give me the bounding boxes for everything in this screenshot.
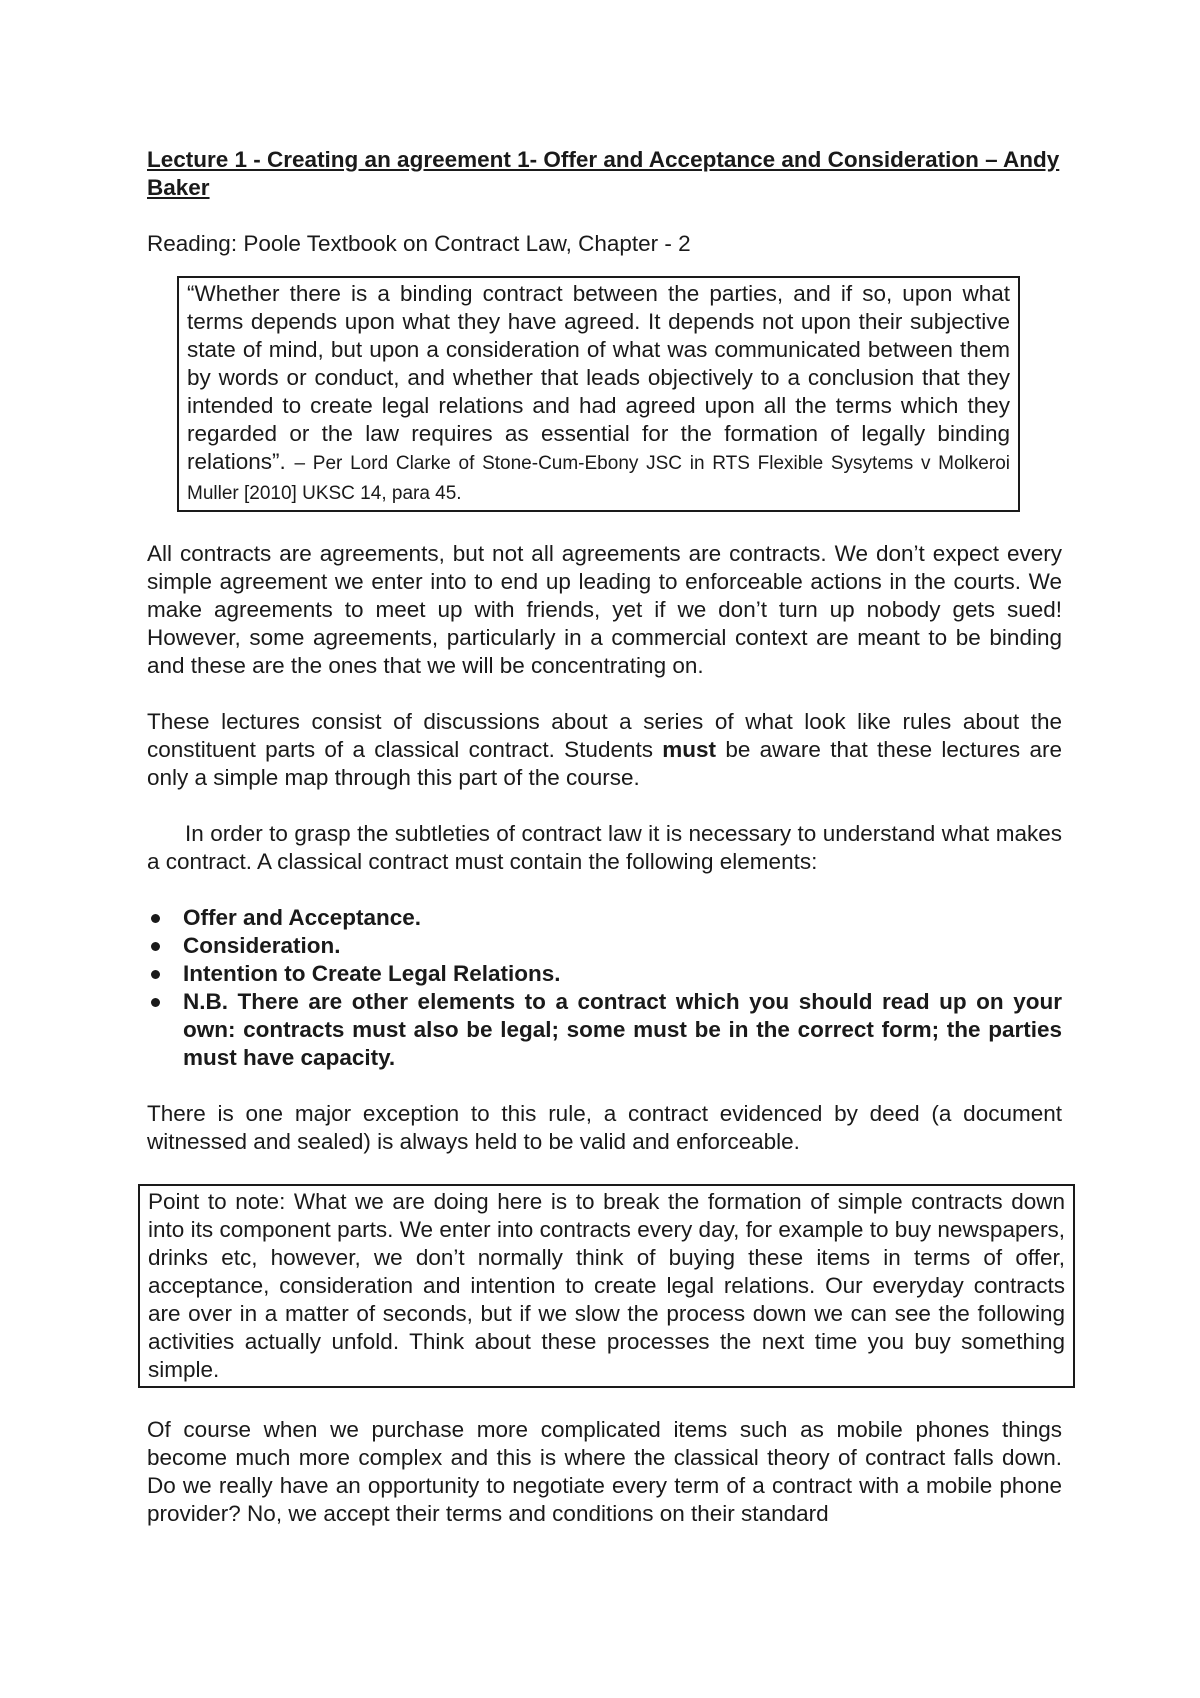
list-item-text: Consideration.: [183, 933, 341, 958]
emphasis-must: must: [662, 737, 717, 762]
paragraph-exception: There is one major exception to this rule, a contract evidenced by deed (a document witnessed and sealed) is always held to be valid and enforceable.: [147, 1101, 1062, 1154]
bullet-icon: [151, 998, 160, 1007]
paragraph-lectures-start: These lectures consist of discussions about a series of what look like rules about the constituent parts of a classical contract. Students: [147, 709, 1062, 762]
bullet-icon: [151, 942, 160, 951]
paragraph-complex-contracts: Of course when we purchase more complicated items such as mobile phones things become much more complex and this is where the classical theory of contract falls down. Do we really have an opportunity to negotiate every term of a contract with a mobile phone provider? No, we accept their terms and conditions on their standard: [147, 1417, 1062, 1526]
paragraph-lectures: [147, 708, 1062, 792]
paragraph-agreements: All contracts are agreements, but not all agreements are contracts. We don’t expect every simple agreement we enter into to end up leading to enforceable actions in the courts. We make agreements to meet up with friends, yet if we don’t turn up nobody gets sued! However, some agreements, particularly in a commercial context are meant to be binding and these are the ones that we will be concentrating on.: [147, 541, 1062, 678]
list-item-text: Intention to Create Legal Relations.: [183, 961, 561, 986]
contract-elements-list: [147, 904, 1062, 1072]
reading-reference: Reading: Poole Textbook on Contract Law, Chapter - 2: [147, 231, 691, 256]
bullet-icon: [151, 914, 160, 923]
document-body: [147, 146, 1065, 1528]
quote-box: [177, 276, 1020, 512]
bullet-icon: [151, 970, 160, 979]
lecture-title: Lecture 1 - Creating an agreement 1- Offer and Acceptance and Consideration – Andy Baker: [147, 147, 1060, 200]
paragraph-lectures-end: be aware that these lectures are only a simple map through this part of the course.: [147, 737, 1062, 790]
paragraph-elements-intro: In order to grasp the subtleties of contract law it is necessary to understand what makes a contract. A classical contract must contain the following elements:: [147, 821, 1062, 874]
list-item: [147, 960, 1062, 988]
note-text: Point to note: What we are doing here is to break the formation of simple contracts down into its component parts. We enter into contracts every day, for example to buy newspapers, drinks etc, however, we don’t normally think of buying these items in terms of offer, acceptance, consideration and intention to create legal relations. Our everyday contracts are over in a matter of seconds, but if we slow the process down we can see the following activities actually unfold. Think about these processes the next time you buy something simple.: [148, 1189, 1065, 1382]
list-item: [147, 904, 1062, 932]
list-item: [147, 988, 1062, 1072]
quote-citation: – Per Lord Clarke of Stone-Cum-Ebony JSC in RTS Flexible Sysytems v Molkeroi Muller [2010] UKSC 14, para 45.: [187, 453, 1010, 504]
quote-text: “Whether there is a binding contract between the parties, and if so, upon what terms depends upon what they have agreed. It depends not upon their subjective state of mind, but upon a consideration of what was communicated between them by words or conduct, and whether that leads objectively to a conclusion that they intended to create legal relations and had agreed upon all the terms which they regarded or the law requires as essential for the formation of legally binding relations”.: [187, 281, 1010, 474]
list-item-text: Offer and Acceptance.: [183, 905, 421, 930]
list-item: [147, 932, 1062, 960]
list-item-text: N.B. There are other elements to a contract which you should read up on your own: contracts must also be legal; some must be in the correct form; the parties must have capacity.: [183, 989, 1062, 1070]
point-to-note-box: [138, 1184, 1075, 1388]
